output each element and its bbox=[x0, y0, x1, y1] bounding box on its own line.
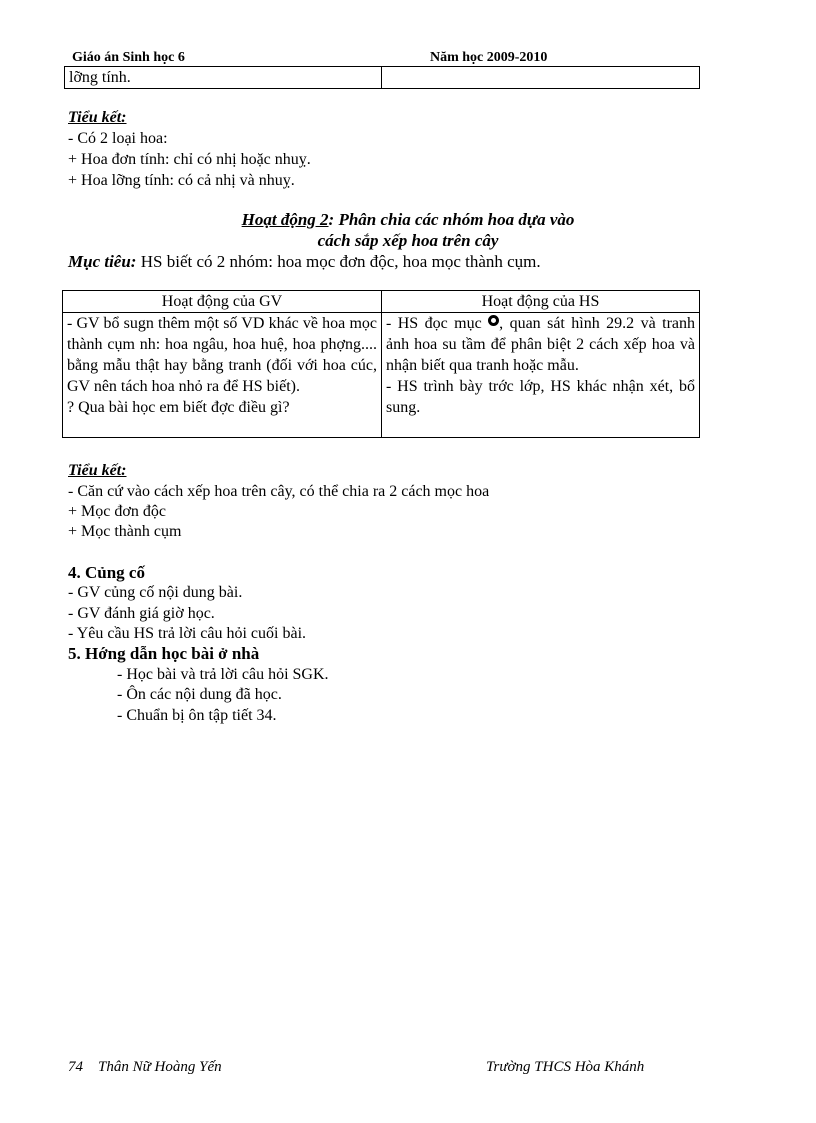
table-header-hs: Hoạt động của HS bbox=[382, 291, 700, 313]
section5-heading: 5. Hớng dẫn học bài ở nhà bbox=[68, 644, 260, 663]
summary2-line: + Mọc thành cụm bbox=[68, 523, 182, 540]
section5-line: - Chuẩn bị ôn tập tiết 34. bbox=[117, 707, 277, 724]
footer-page-number: 74 bbox=[68, 1059, 83, 1075]
gv-activity-cell bbox=[63, 313, 382, 438]
summary2-line: + Mọc đơn độc bbox=[68, 503, 166, 520]
footer-school: Trường THCS Hòa Khánh bbox=[486, 1059, 645, 1075]
activity-table bbox=[62, 290, 700, 438]
gv-question: ? Qua bài học em biết đợc điều gì? bbox=[67, 399, 290, 416]
header-left: Giáo án Sinh học 6 bbox=[72, 50, 185, 65]
table-header-gv: Hoạt động của GV bbox=[63, 291, 382, 313]
activity2-title-rest: : Phân chia các nhóm hoa dựa vào bbox=[328, 210, 575, 229]
summary1-line: + Hoa lỡng tính: có cả nhị và nhuỵ. bbox=[68, 172, 295, 189]
top-table-right-cell bbox=[382, 67, 700, 89]
gv-activity-text: - GV bổ sugn thêm một số VD khác về hoa mọc thành cụm nh: hoa ngâu, hoa huệ, hoa phợng.... bằng mẫu thật hay bằng tranh (đối với hoa cúc, GV nên tách hoa nhỏ ra để HS biết). bbox=[67, 315, 377, 395]
hs-activity-text2: - HS trình bày trớc lớp, HS khác nhận xét, bổ sung. bbox=[386, 378, 695, 416]
section4-line: - GV đánh giá giờ học. bbox=[68, 605, 215, 622]
section5-line: - Học bài và trả lời câu hỏi SGK. bbox=[117, 666, 329, 683]
activity2-title-line2: cách sắp xếp hoa trên cây bbox=[317, 231, 499, 250]
section4-heading: 4. Củng cố bbox=[68, 563, 145, 582]
hs-activity-text bbox=[386, 313, 695, 376]
top-table-left-cell: lỡng tính. bbox=[65, 67, 382, 89]
summary1-line: - Có 2 loại hoa: bbox=[68, 130, 168, 147]
activity2-title-underlined: Hoạt động 2 bbox=[241, 210, 329, 229]
footer-author: Thân Nữ Hoàng Yến bbox=[98, 1059, 222, 1075]
hs-text-before-icon: - HS đọc mục bbox=[386, 315, 489, 332]
top-table bbox=[64, 66, 700, 89]
hs-activity-cell bbox=[382, 313, 700, 438]
section4-line: - GV củng cố nội dung bài. bbox=[68, 584, 243, 601]
activity2-title bbox=[120, 210, 696, 230]
section5-line: - Ôn các nội dung đã học. bbox=[117, 686, 282, 703]
summary2-line: - Căn cứ vào cách xếp hoa trên cây, có thể chia ra 2 cách mọc hoa bbox=[68, 483, 490, 500]
summary2-heading: Tiểu kết: bbox=[68, 462, 127, 479]
section4-line: - Yêu cầu HS trả lời câu hỏi cuối bài. bbox=[68, 625, 307, 642]
summary1-line: + Hoa đơn tính: chỉ có nhị hoặc nhuỵ. bbox=[68, 151, 311, 168]
objective-text: HS biết có 2 nhóm: hoa mọc đơn độc, hoa mọc thành cụm. bbox=[136, 252, 541, 271]
activity2-objective bbox=[68, 252, 541, 272]
header-right: Năm học 2009-2010 bbox=[430, 50, 548, 65]
objective-label: Mục tiêu: bbox=[68, 252, 137, 271]
circle-icon bbox=[488, 315, 499, 326]
hs-text-after-icon: , quan sát hình 29.2 và tranh ảnh hoa su tầm để phân biệt 2 cách xếp hoa và nhận biết qua tranh hoặc mẫu. bbox=[386, 315, 695, 374]
summary1-heading: Tiểu kết: bbox=[68, 109, 127, 126]
